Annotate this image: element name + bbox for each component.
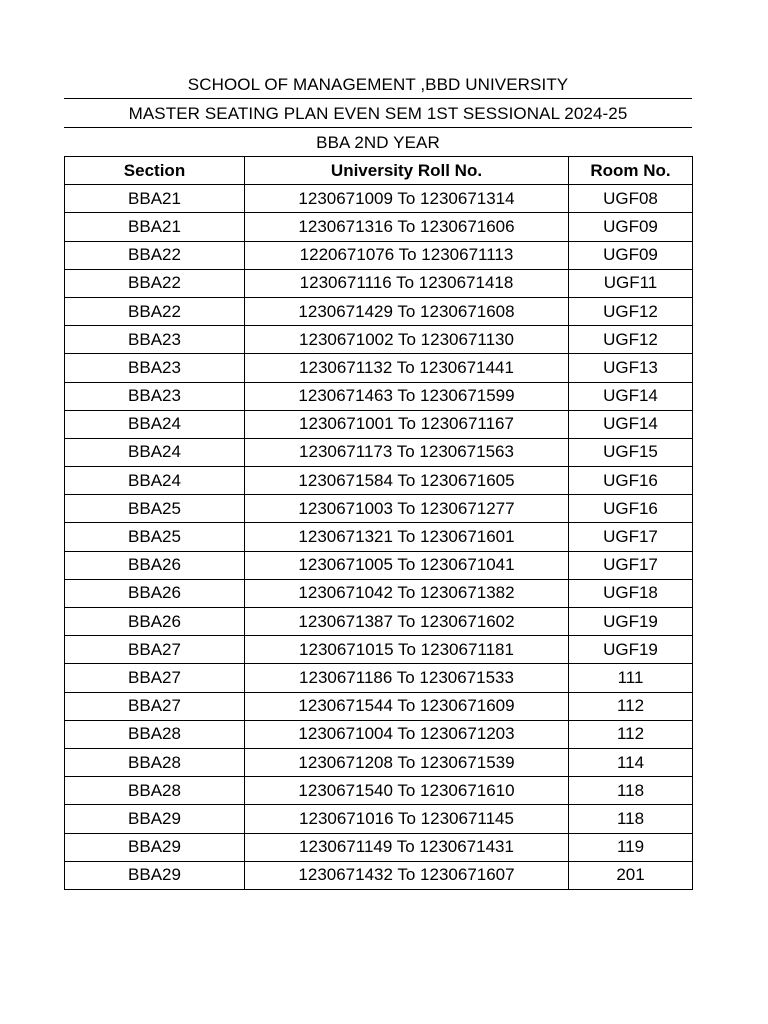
table-row: [65, 326, 693, 354]
section-cell: BBA22: [65, 241, 245, 269]
room-number-cell: UGF14: [569, 382, 693, 410]
roll-number-range-cell: 1230671432 To 1230671607: [245, 861, 569, 889]
section-cell: BBA29: [65, 833, 245, 861]
seating-table-body: [65, 185, 693, 890]
column-header-room-number: Room No.: [569, 157, 693, 185]
plan-title: MASTER SEATING PLAN EVEN SEM 1ST SESSIONAL 2024-25: [64, 99, 692, 128]
section-cell: BBA24: [65, 467, 245, 495]
room-number-cell: UGF16: [569, 495, 693, 523]
section-cell: BBA26: [65, 608, 245, 636]
table-row: [65, 692, 693, 720]
roll-number-range-cell: 1230671544 To 1230671609: [245, 692, 569, 720]
section-cell: BBA28: [65, 720, 245, 748]
room-number-cell: UGF12: [569, 297, 693, 325]
roll-number-range-cell: 1230671208 To 1230671539: [245, 748, 569, 776]
table-row: [65, 636, 693, 664]
roll-number-range-cell: 1230671016 To 1230671145: [245, 805, 569, 833]
column-header-section: Section: [65, 157, 245, 185]
section-cell: BBA23: [65, 354, 245, 382]
section-cell: BBA27: [65, 692, 245, 720]
roll-number-range-cell: 1230671003 To 1230671277: [245, 495, 569, 523]
roll-number-range-cell: 1230671186 To 1230671533: [245, 664, 569, 692]
roll-number-range-cell: 1230671042 To 1230671382: [245, 579, 569, 607]
room-number-cell: 111: [569, 664, 693, 692]
roll-number-range-cell: 1230671005 To 1230671041: [245, 551, 569, 579]
table-row: [65, 833, 693, 861]
table-row: [65, 579, 693, 607]
section-cell: BBA26: [65, 579, 245, 607]
room-number-cell: UGF13: [569, 354, 693, 382]
table-row: [65, 551, 693, 579]
room-number-cell: UGF16: [569, 467, 693, 495]
roll-number-range-cell: 1230671004 To 1230671203: [245, 720, 569, 748]
section-cell: BBA23: [65, 326, 245, 354]
roll-number-range-cell: 1230671173 To 1230671563: [245, 438, 569, 466]
roll-number-range-cell: 1230671009 To 1230671314: [245, 185, 569, 213]
section-cell: BBA25: [65, 495, 245, 523]
table-header-row: [65, 157, 693, 185]
section-cell: BBA29: [65, 805, 245, 833]
table-row: [65, 438, 693, 466]
section-cell: BBA26: [65, 551, 245, 579]
room-number-cell: UGF15: [569, 438, 693, 466]
table-row: [65, 213, 693, 241]
seating-table: [64, 156, 693, 890]
room-number-cell: UGF17: [569, 551, 693, 579]
room-number-cell: 201: [569, 861, 693, 889]
table-row: [65, 297, 693, 325]
roll-number-range-cell: 1230671387 To 1230671602: [245, 608, 569, 636]
table-row: [65, 720, 693, 748]
room-number-cell: 119: [569, 833, 693, 861]
room-number-cell: 112: [569, 720, 693, 748]
table-row: [65, 777, 693, 805]
roll-number-range-cell: 1230671321 To 1230671601: [245, 523, 569, 551]
section-cell: BBA21: [65, 185, 245, 213]
table-row: [65, 382, 693, 410]
roll-number-range-cell: 1230671002 To 1230671130: [245, 326, 569, 354]
room-number-cell: UGF08: [569, 185, 693, 213]
table-row: [65, 523, 693, 551]
section-cell: BBA24: [65, 410, 245, 438]
table-row: [65, 664, 693, 692]
table-row: [65, 185, 693, 213]
room-number-cell: 112: [569, 692, 693, 720]
table-row: [65, 410, 693, 438]
section-cell: BBA27: [65, 636, 245, 664]
roll-number-range-cell: 1220671076 To 1230671113: [245, 241, 569, 269]
room-number-cell: UGF19: [569, 636, 693, 664]
class-title: BBA 2ND YEAR: [316, 133, 440, 152]
table-row: [65, 467, 693, 495]
room-number-cell: 118: [569, 805, 693, 833]
table-row: [65, 861, 693, 889]
section-cell: BBA25: [65, 523, 245, 551]
room-number-cell: 118: [569, 777, 693, 805]
column-header-roll-number: University Roll No.: [245, 157, 569, 185]
room-number-cell: UGF09: [569, 241, 693, 269]
roll-number-range-cell: 1230671149 To 1230671431: [245, 833, 569, 861]
room-number-cell: 114: [569, 748, 693, 776]
section-cell: BBA24: [65, 438, 245, 466]
room-number-cell: UGF17: [569, 523, 693, 551]
room-number-cell: UGF14: [569, 410, 693, 438]
room-number-cell: UGF18: [569, 579, 693, 607]
room-number-cell: UGF11: [569, 269, 693, 297]
roll-number-range-cell: 1230671429 To 1230671608: [245, 297, 569, 325]
institution-title: SCHOOL OF MANAGEMENT ,BBD UNIVERSITY: [64, 70, 692, 99]
roll-number-range-cell: 1230671132 To 1230671441: [245, 354, 569, 382]
table-row: [65, 354, 693, 382]
section-cell: BBA28: [65, 748, 245, 776]
table-row: [65, 748, 693, 776]
table-row: [65, 805, 693, 833]
roll-number-range-cell: 1230671001 To 1230671167: [245, 410, 569, 438]
table-row: [65, 495, 693, 523]
room-number-cell: UGF09: [569, 213, 693, 241]
room-number-cell: UGF19: [569, 608, 693, 636]
roll-number-range-cell: 1230671540 To 1230671610: [245, 777, 569, 805]
roll-number-range-cell: 1230671015 To 1230671181: [245, 636, 569, 664]
section-cell: BBA23: [65, 382, 245, 410]
roll-number-range-cell: 1230671116 To 1230671418: [245, 269, 569, 297]
roll-number-range-cell: 1230671463 To 1230671599: [245, 382, 569, 410]
section-cell: BBA27: [65, 664, 245, 692]
table-row: [65, 608, 693, 636]
table-row: [65, 241, 693, 269]
roll-number-range-cell: 1230671584 To 1230671605: [245, 467, 569, 495]
roll-number-range-cell: 1230671316 To 1230671606: [245, 213, 569, 241]
section-cell: BBA29: [65, 861, 245, 889]
seating-plan-sheet: [64, 70, 692, 890]
section-cell: BBA22: [65, 297, 245, 325]
section-cell: BBA21: [65, 213, 245, 241]
room-number-cell: UGF12: [569, 326, 693, 354]
table-row: [65, 269, 693, 297]
section-cell: BBA22: [65, 269, 245, 297]
section-cell: BBA28: [65, 777, 245, 805]
